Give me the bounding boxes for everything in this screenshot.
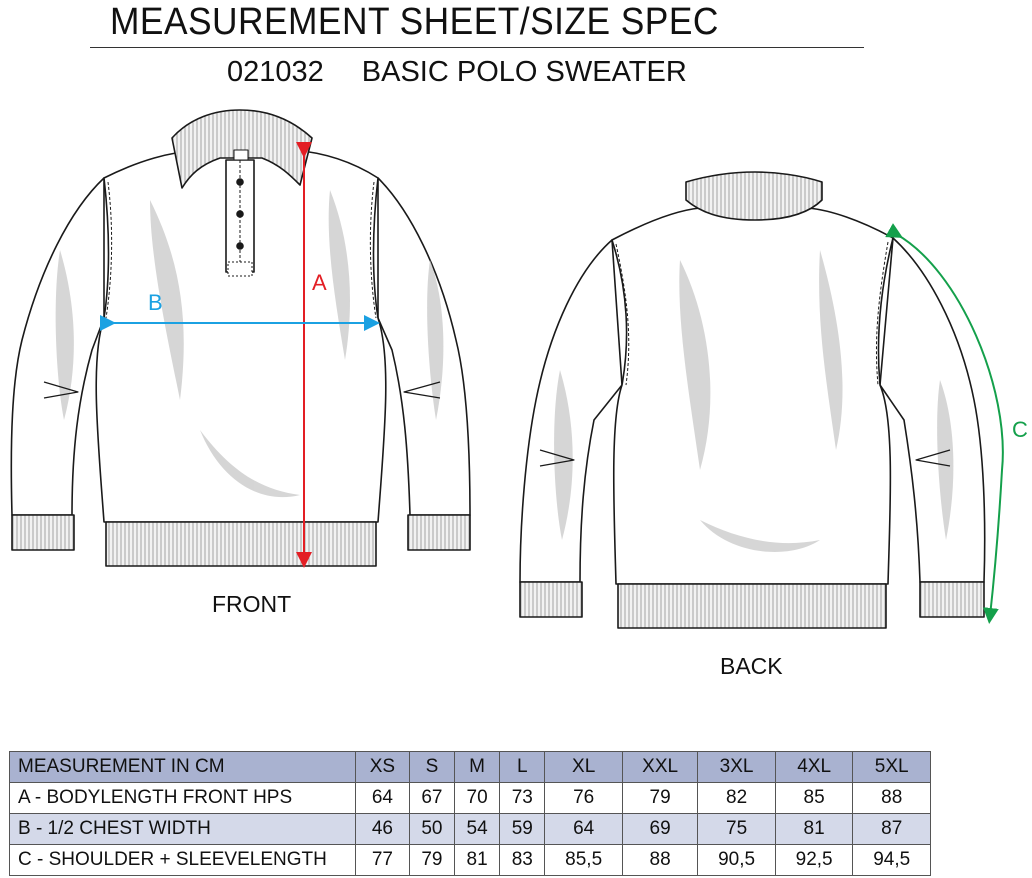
table-cell: 64 [545,814,623,845]
table-row [10,783,931,814]
measure-b-label: B [148,290,163,315]
table-cell: 87 [853,814,931,845]
table-cell: 59 [500,814,545,845]
column-header-size: L [500,752,545,783]
column-header-size: M [455,752,500,783]
table-cell: 46 [356,814,410,845]
table-cell: 94,5 [853,845,931,876]
column-header-measurement: MEASUREMENT IN CM [10,752,356,783]
column-header-size: 3XL [698,752,776,783]
table-cell: 76 [545,783,623,814]
table-cell: 88 [622,845,697,876]
front-waistband [106,522,376,566]
table-cell: 64 [356,783,410,814]
table-cell: 81 [455,845,500,876]
table-cell: 92,5 [775,845,853,876]
front-left-cuff [12,515,74,550]
column-header-size: XL [545,752,623,783]
article-number: 021032 [227,56,324,88]
table-cell: 75 [698,814,776,845]
table-cell: 50 [409,814,454,845]
size-spec-table [9,751,931,876]
table-cell: 77 [356,845,410,876]
table-cell: 82 [698,783,776,814]
table-cell: 69 [622,814,697,845]
table-cell: 70 [455,783,500,814]
back-view [520,172,985,628]
front-right-cuff [408,515,470,550]
placket-button-1 [237,179,243,185]
column-header-size: 5XL [853,752,931,783]
table-row [10,814,931,845]
back-collar [686,172,822,220]
measure-c-label: C [1012,417,1028,442]
column-header-size: XS [356,752,410,783]
column-header-size: S [409,752,454,783]
back-left-cuff [520,582,582,617]
front-right-sleeve [378,178,470,515]
column-header-size: 4XL [775,752,853,783]
back-waistband [618,584,886,628]
table-header-row [10,752,931,783]
table-cell: 85,5 [545,845,623,876]
neck-label [234,150,248,160]
placket-button-3 [237,243,243,249]
table-cell: 81 [775,814,853,845]
table-cell: 90,5 [698,845,776,876]
back-body [612,208,893,584]
placket-button-2 [237,211,243,217]
table-row [10,845,931,876]
table-cell: 79 [622,783,697,814]
measure-a-label: A [312,270,327,295]
back-view-label: BACK [720,653,783,679]
front-view-label: FRONT [212,591,292,617]
table-cell: 83 [500,845,545,876]
back-left-sleeve [520,240,622,582]
article-name: BASIC POLO SWEATER [361,56,687,88]
front-view [11,110,470,566]
table-cell: 85 [775,783,853,814]
row-label: B - 1/2 CHEST WIDTH [10,814,356,845]
table-cell: 67 [409,783,454,814]
back-right-cuff [920,582,984,617]
column-header-size: XXL [622,752,697,783]
table-cell: 73 [500,783,545,814]
back-right-sleeve [880,238,985,582]
row-label: A - BODYLENGTH FRONT HPS [10,783,356,814]
table-cell: 79 [409,845,454,876]
table-cell: 88 [853,783,931,814]
table-cell: 54 [455,814,500,845]
page-title: MEASUREMENT SHEET/SIZE SPEC [110,1,719,43]
row-label: C - SHOULDER + SLEEVELENGTH [10,845,356,876]
